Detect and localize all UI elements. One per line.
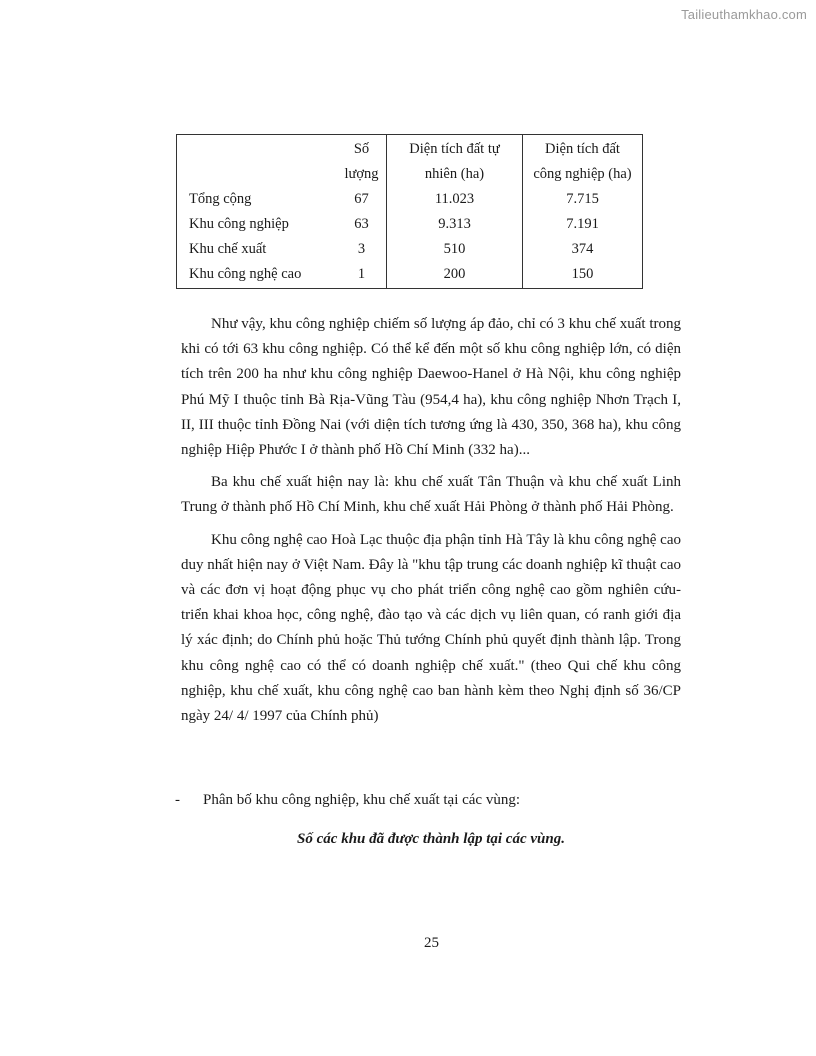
table-caption: Số các khu đã được thành lập tại các vùng. [297,831,565,847]
statistics-table [176,134,643,289]
table-header-cell: lượng [337,162,387,187]
table-cell: 3 [337,237,387,262]
table-header-cell [177,135,338,163]
table-header-cell [177,162,338,187]
table-header-row [177,135,643,163]
table-cell: 9.313 [387,212,523,237]
table-cell: 1 [337,262,387,289]
bullet-item [175,788,520,813]
table-header-cell: công nghiệp (ha) [533,166,632,182]
table-header-cell: Diện tích đất [545,141,620,157]
table-header-cell: Diện tích đất tự [387,135,523,163]
watermark: Tailieuthamkhao.com [681,7,807,22]
table-cell: 374 [571,241,594,257]
paragraph: Khu công nghệ cao Hoà Lạc thuộc địa phận tỉnh Hà Tây là khu công nghệ cao duy nhất hiện nay ở Việt Nam. Đây là "khu tập trung các doanh nghiệp kĩ thuật cao và các đơn vị hoạt động phục vụ cho phát triển công nghệ cao gồm nghiên cứu-triển khai khoa học, công nghệ, đào tạo và các dịch vụ liên quan, có ranh giới địa lý xác định; do Chính phủ hoặc Thủ tướng Chính phủ quyết định thành lập. Trong khu công nghệ cao có thể có doanh nghiệp chế xuất." (theo Qui chế khu công nghiệp, khu chế xuất, khu công nghệ cao ban hành kèm theo Nghị định số 36/CP ngày 24/ 4/ 1997 của Chính phủ) [181,531,681,725]
bullet-text: Phân bố khu công nghiệp, khu chế xuất tại các vùng: [203,792,521,808]
table-header-cell: nhiên (ha) [387,162,523,187]
table-cell: 7.715 [566,191,599,207]
table-cell: Khu công nghiệp [189,216,289,232]
table-row [177,187,643,212]
table-cell: 510 [387,237,523,262]
table-cell: 7.191 [566,216,599,232]
table-cell: 67 [337,187,387,212]
table-cell: 63 [337,212,387,237]
table-row [177,237,643,262]
table-header-cell: Số [337,135,387,163]
table-cell: 11.023 [387,187,523,212]
table-row [177,262,643,289]
body-text [181,312,681,736]
table-cell: Khu chế xuất [189,241,267,257]
table-cell: 200 [387,262,523,289]
page-number: 25 [424,935,439,951]
paragraph: Ba khu chế xuất hiện nay là: khu chế xuất Tân Thuận và khu chế xuất Linh Trung ở thành phố Hồ Chí Minh, khu chế xuất Hải Phòng ở thành phố Hải Phòng. [181,474,681,516]
table-cell: Khu công nghệ cao [189,266,302,282]
table-row [177,212,643,237]
table-cell: 150 [571,266,594,282]
bullet-marker: - [175,792,180,808]
table-cell: Tổng cộng [189,191,252,207]
paragraph: Như vậy, khu công nghiệp chiếm số lượng áp đảo, chỉ có 3 khu chế xuất trong khi có tới 63 khu công nghiệp. Có thể kể đến một số khu công nghiệp lớn, có diện tích trên 200 ha như khu công nghiệp Daewoo-Hanel ở Hà Nội, khu công nghiệp Phú Mỹ I thuộc tỉnh Bà Rịa-Vũng Tàu (954,4 ha), khu công nghiệp Nhơn Trạch I, II, III thuộc tỉnh Đồng Nai (với diện tích tương ứng là 430, 350, 368 ha), khu công nghiệp Hiệp Phước I ở thành phố Hồ Chí Minh (332 ha)... [181,316,681,459]
table-header-row [177,162,643,187]
